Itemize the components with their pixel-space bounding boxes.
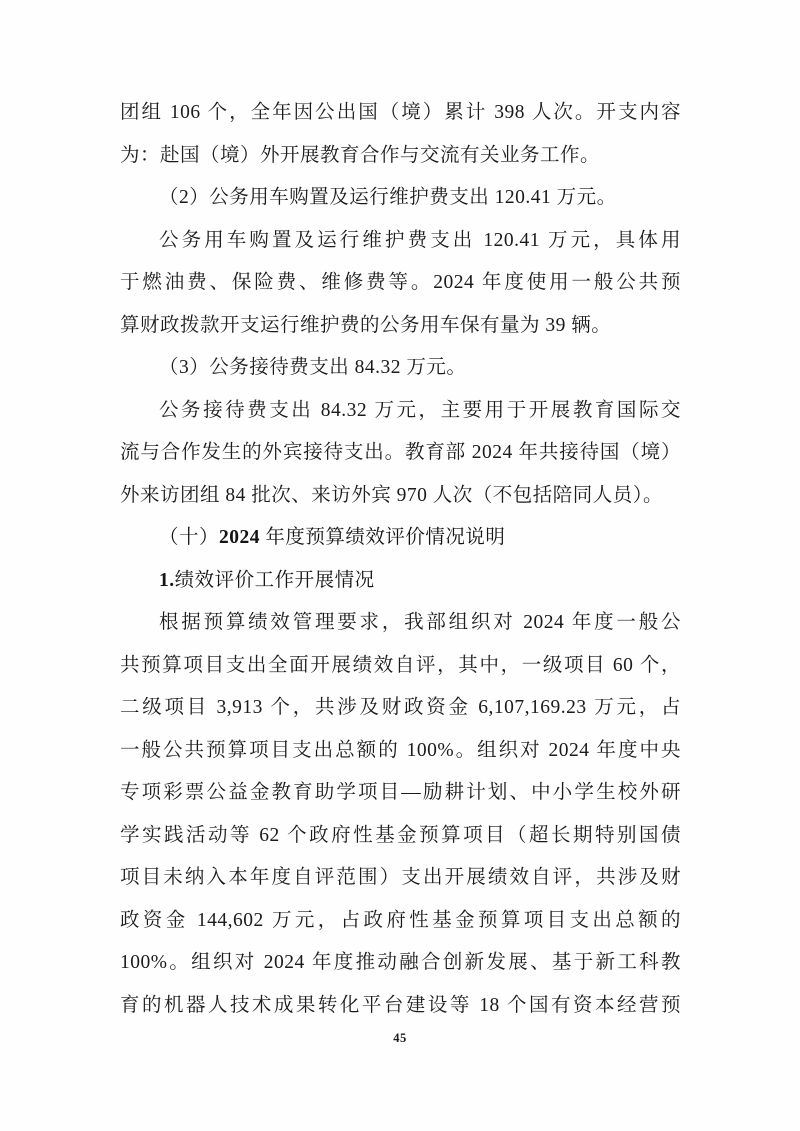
text-line: 算财政拨款开支运行维护费的公务用车保有量为 39 辆。 [120, 314, 612, 336]
text-line: 团组 106 个，全年因公出国（境）累计 398 人次。开支内容 [120, 102, 681, 123]
text-segment: 1. [159, 569, 175, 591]
text-line: 根据预算绩效管理要求，我部组织对 2024 年度一般公 [159, 612, 681, 633]
text-line: （3）公务接待费支出 84.32 万元。 [159, 357, 467, 378]
text-line: 公务接待费支出 84.32 万元，主要用于开展教育国际交 [159, 399, 681, 421]
text-line: 专项彩票公益金教育助学项目—励耕计划、中小学生校外研 [120, 782, 681, 803]
page-number: 45 [393, 1031, 407, 1045]
text-segment: （十） [159, 527, 220, 548]
text-line: 于燃油费、保险费、维修费等。2024 年度使用一般公共预 [120, 272, 681, 293]
text-line: 共预算项目支出全面开展绩效自评，其中，一级项目 60 个， [120, 654, 681, 676]
text-line: 项目未纳入本年度自评范围）支出开展绩效自评，共涉及财 [120, 867, 681, 888]
text-segment: 绩效评价工作开展情况 [174, 569, 375, 591]
document-body [120, 92, 681, 1027]
text-line: 学实践活动等 62 个政府性基金预算项目（超长期特别国债 [120, 824, 681, 846]
text-line: 育的机器人技术成果转化平台建设等 18 个国有资本经营预 [120, 994, 681, 1016]
heading-line [120, 517, 681, 560]
text-line: 为：赴国（境）外开展教育合作与交流有关业务工作。 [120, 144, 601, 166]
text-line: 100%。组织对 2024 年度推动融合创新发展、基于新工科教 [120, 952, 681, 973]
text-segment: 年度预算绩效评价情况说明 [260, 527, 506, 548]
text-line: （2）公务用车购置及运行维护费支出 120.41 万元。 [159, 187, 617, 208]
text-line: 政资金 144,602 万元，占政府性基金预算项目支出总额的 [120, 909, 681, 931]
heading-line [120, 560, 681, 603]
text-line: 公务用车购置及运行维护费支出 120.41 万元，具体用 [159, 229, 681, 251]
text-line: 一般公共预算项目支出总额的 100%。组织对 2024 年度中央 [120, 739, 681, 761]
text-line: 外来访团组 84 批次、来访外宾 970 人次（不包括陪同人员）。 [120, 484, 664, 506]
text-segment: 2024 [219, 527, 261, 548]
text-line: 二级项目 3,913 个，共涉及财政资金 6,107,169.23 万元，占 [120, 697, 681, 718]
text-line: 流与合作发生的外宾接待支出。教育部 2024 年共接待国（境） [120, 442, 681, 463]
